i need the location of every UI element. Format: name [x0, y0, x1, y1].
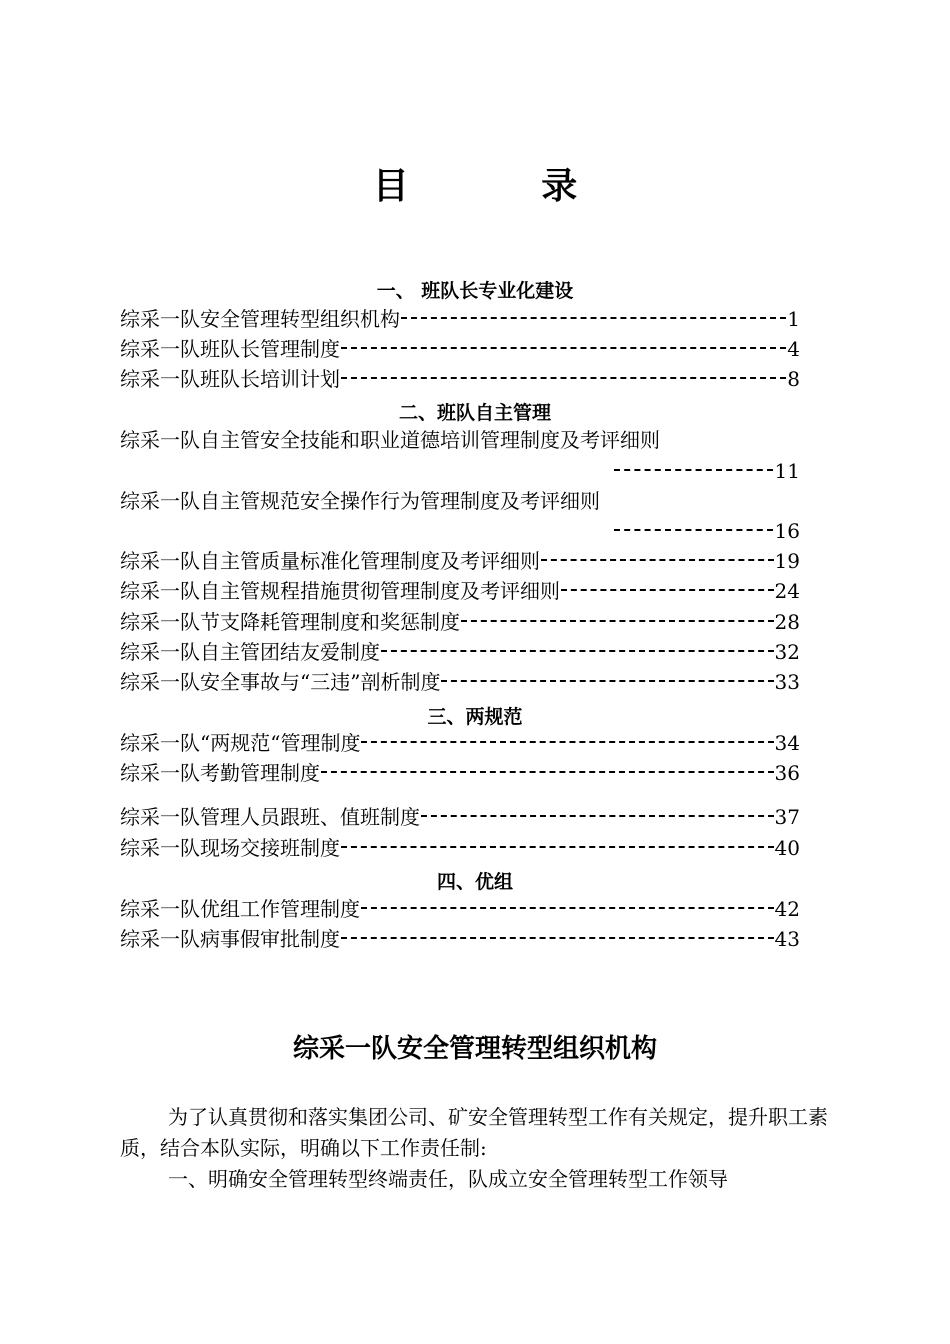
body-paragraph: 为了认真贯彻和落实集团公司、矿安全管理转型工作有关规定，提升职工素质，结合本队实际，明确以下工作责任制: — [120, 1105, 828, 1160]
toc-entry-title[interactable]: 综采一队自主管安全技能和职业道德培训管理制度及考评细则 — [120, 428, 660, 452]
toc-entry[interactable] — [120, 639, 800, 665]
toc-leader — [321, 771, 774, 773]
toc-leader — [561, 589, 774, 591]
toc-entry-page: 34 — [774, 731, 800, 755]
toc-leader — [461, 620, 774, 622]
toc-leader — [401, 317, 786, 319]
toc-entry[interactable] — [120, 548, 800, 574]
toc-leader — [614, 469, 773, 471]
toc-entry[interactable] — [120, 669, 800, 695]
toc-entry-page: 24 — [774, 579, 800, 603]
toc-entry-page-line — [614, 458, 800, 484]
toc-leader — [361, 741, 773, 743]
toc-section-heading: 一、 班队长专业化建设 — [376, 280, 574, 302]
toc-entry-title: 综采一队考勤管理制度 — [120, 761, 320, 785]
toc-leader — [614, 529, 773, 531]
toc-leader — [421, 815, 774, 817]
toc-entry-page: 43 — [774, 927, 800, 951]
toc-entry[interactable] — [120, 926, 800, 952]
toc-entry[interactable] — [120, 760, 800, 786]
toc-entry[interactable] — [120, 306, 800, 332]
toc-entry-title: 综采一队安全事故与“三违”剖析制度 — [120, 670, 441, 694]
toc-entry-page: 28 — [774, 610, 800, 634]
toc-entry-page-line — [614, 518, 800, 544]
toc-entry-page: 16 — [774, 519, 800, 543]
toc-entry-page: 1 — [787, 307, 800, 331]
toc-entry-title: 综采一队自主管质量标准化管理制度及考评细则 — [120, 549, 540, 573]
toc-entry-title: 综采一队安全管理转型组织机构 — [120, 307, 400, 331]
toc-entry-page: 40 — [774, 836, 800, 860]
toc-leader — [341, 937, 774, 939]
toc-entry-page: 33 — [774, 670, 800, 694]
toc-leader — [361, 907, 774, 909]
toc-entry-page: 32 — [774, 640, 800, 664]
toc-entry-title: 综采一队节支降耗管理制度和奖惩制度 — [120, 610, 460, 634]
toc-entry[interactable] — [120, 835, 800, 861]
toc-entry[interactable] — [120, 896, 800, 922]
toc-section-heading: 三、两规范 — [427, 706, 523, 728]
toc-entry-page: 42 — [774, 897, 800, 921]
toc-title: 目 录 — [372, 166, 638, 207]
toc-entry-title: 综采一队班队长管理制度 — [120, 337, 340, 361]
toc-entry-title[interactable]: 综采一队自主管规范安全操作行为管理制度及考评细则 — [120, 489, 600, 513]
toc-leader — [341, 347, 786, 349]
toc-entry-page: 36 — [774, 761, 800, 785]
toc-leader — [341, 377, 786, 379]
toc-entry[interactable] — [120, 804, 800, 830]
toc-leader — [541, 559, 774, 561]
toc-entry[interactable] — [120, 578, 800, 604]
toc-entry-page: 4 — [787, 337, 800, 361]
toc-entry[interactable] — [120, 336, 800, 362]
toc-entry[interactable] — [120, 366, 800, 392]
toc-section-heading: 二、班队自主管理 — [398, 402, 551, 424]
toc-entry-title: 综采一队班队长培训计划 — [120, 367, 340, 391]
toc-entry-page: 8 — [787, 367, 800, 391]
toc-entry[interactable] — [120, 609, 800, 635]
toc-entry[interactable] — [120, 730, 800, 756]
toc-entry-title: 综采一队病事假审批制度 — [120, 927, 340, 951]
body-paragraph: 一、明确安全管理转型终端责任，队成立安全管理转型工作领导 — [168, 1167, 728, 1191]
document-title: 综采一队安全管理转型组织机构 — [292, 1034, 657, 1064]
toc-leader — [381, 650, 774, 652]
toc-leader — [441, 680, 773, 682]
toc-entry-title: 综采一队管理人员跟班、值班制度 — [120, 805, 420, 829]
toc-entry-title: 综采一队“两规范“管理制度 — [120, 731, 361, 755]
toc-entry-title: 综采一队自主管规程措施贯彻管理制度及考评细则 — [120, 579, 560, 603]
toc-section-heading: 四、优组 — [436, 871, 513, 893]
toc-entry-title: 综采一队自主管团结友爱制度 — [120, 640, 380, 664]
toc-entry-page: 37 — [774, 805, 800, 829]
toc-leader — [341, 846, 774, 848]
toc-entry-page: 19 — [774, 549, 800, 573]
toc-entry-title: 综采一队优组工作管理制度 — [120, 897, 360, 921]
toc-entry-page: 11 — [774, 459, 800, 483]
toc-entry-title: 综采一队现场交接班制度 — [120, 836, 340, 860]
